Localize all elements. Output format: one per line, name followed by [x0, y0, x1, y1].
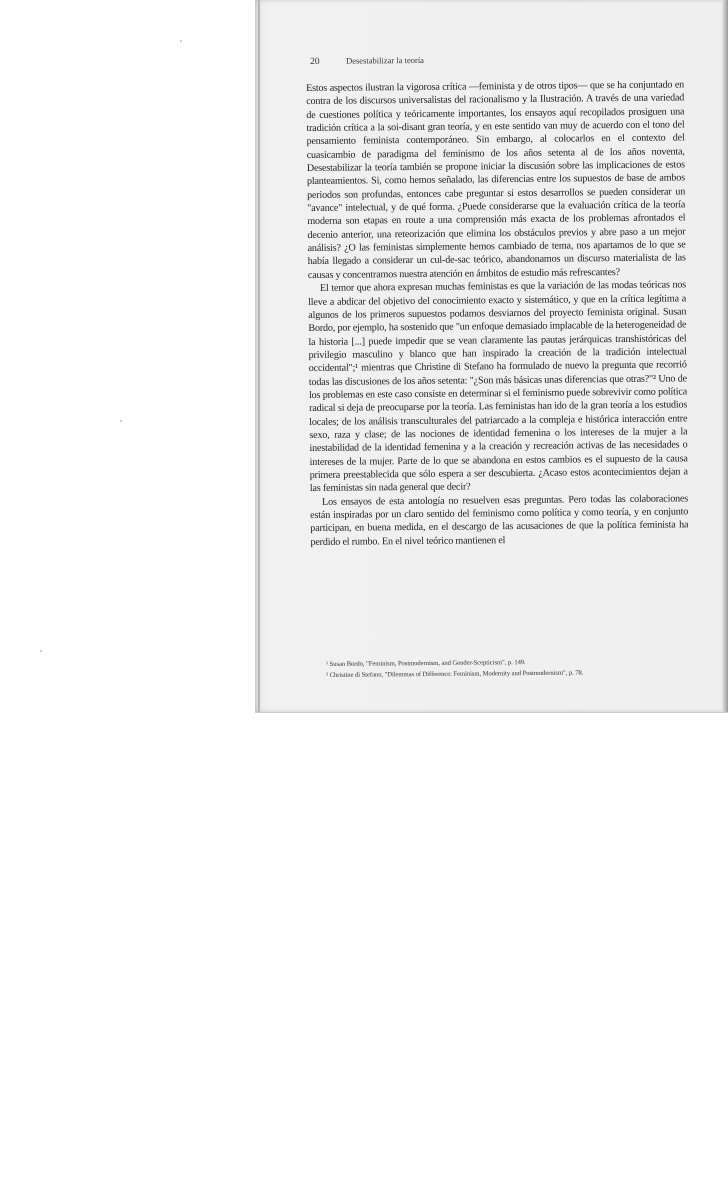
page-number: 20	[310, 56, 320, 67]
paragraph: Estos aspectos ilustran la vigorosa crítica —feminista y de otros tipos— que se ha conjuntado en contra de los discursos universalistas del racionalismo y la Ilustración. A través de una variedad de cuestiones política y teóricamente importantes, los ensayos aquí recopilados prosiguen una tradición crítica a la soi-disant gran teoría, y en este sentido van muy de acuerdo con el tono del pensamiento feminista contemporáneo. Sin embargo, al colocarlos en el contexto del cuasicambio de paradigma del feminismo de los años setenta al de los años noventa, Desestabilizar la teoría también se propone iniciar la discusión sobre las implicaciones de estos planteamientos. Si, como hemos señalado, las diferencias entre los supuestos de base de ambos periodos son profundas, entonces cabe preguntar si estos desarrollos se pueden considerar un "avance" intelectual, y de qué forma. ¿Puede considerarse que la evaluación crítica de la teoría moderna son etapas en route a una comprensión más exacta de los problemas afrontados el decenio anterior, una reteorización que elimina los obstáculos previos y abre paso a un mejor análisis? ¿O las feministas simplemente hemos cambiado de tema, nos apartamos de lo que se había llegado a considerar un cul-de-sac teórico, abandonamos un discurso materialista de las causas y concentramos nuestra atención en ámbitos de estudio más refrescantes?	[306, 79, 686, 281]
footnotes	[326, 656, 686, 681]
paragraph: Los ensayos de esta antología no resuelven esas preguntas. Pero todas las colaboraciones están inspiradas por un claro sentido del feminismo como política y como teoría, y en conjunto participan, en buena medida, en el descargo de las acusaciones de que la política feminista ha perdido el rumbo. En el nivel teórico mantienen el	[310, 493, 689, 548]
scan-speck	[120, 420, 122, 422]
book-spine-line	[258, 0, 260, 712]
running-title: Desestabilizar la teoría	[345, 54, 424, 66]
footnote: ² Christine di Stefano, "Dilemmas of Difference: Feminism, Modernity and Postmodernism", p. 78.	[326, 669, 584, 679]
page-edge-shadow	[722, 0, 728, 712]
body-text	[306, 78, 688, 549]
scan-speck	[180, 40, 182, 42]
scan-speck	[40, 650, 42, 652]
footnote: ¹ Susan Bordo, "Feminism, Postmodernism, and Gender-Scepticism", p. 149.	[326, 659, 526, 668]
paragraph: El temor que ahora expresan muchas feministas es que la variación de las modas teóricas nos lleve a abdicar del objetivo del conocimiento exacto y sistemático, y que en la crítica legítima a algunos de los primeros supuestos podamos desviarnos del proyecto feminista original. Susan Bordo, por ejemplo, ha sostenido que "un enfoque demasiado implacable de la heterogeneidad de la historia [...] puede impedir que se vean claramente las pautas jerárquicas transhistóricas del privilegio masculino y blanco que han inspirado la creación de la tradición intelectual occidental";¹ mientras que Christine di Stefano ha formulado de nuevo la pregunta que recorrió todas las discusiones de los años setenta: "¿Son más básicas unas diferencias que otras?"² Uno de los problemas en este caso consiste en determinar si el feminismo puede sobrevivir como política radical si deja de preocuparse por la teoría. Las feministas han ido de la gran teoría a los estudios locales; de los análisis transculturales del patriarcado a la compleja e histórica interacción entre sexo, raza y clase; de las nociones de identidad femenina o los intereses de la mujer a la inestabilidad de la identidad femenina y a la creación y recreación activas de las necesidades o intereses de la mujer. Parte de lo que se abandona en estos cambios es el supuesto de la causa primera preestablecida que sólo espera a ser descubierta. ¿Acaso estos acontecimientos dejan a las feministas sin nada general que decir?	[308, 279, 688, 495]
